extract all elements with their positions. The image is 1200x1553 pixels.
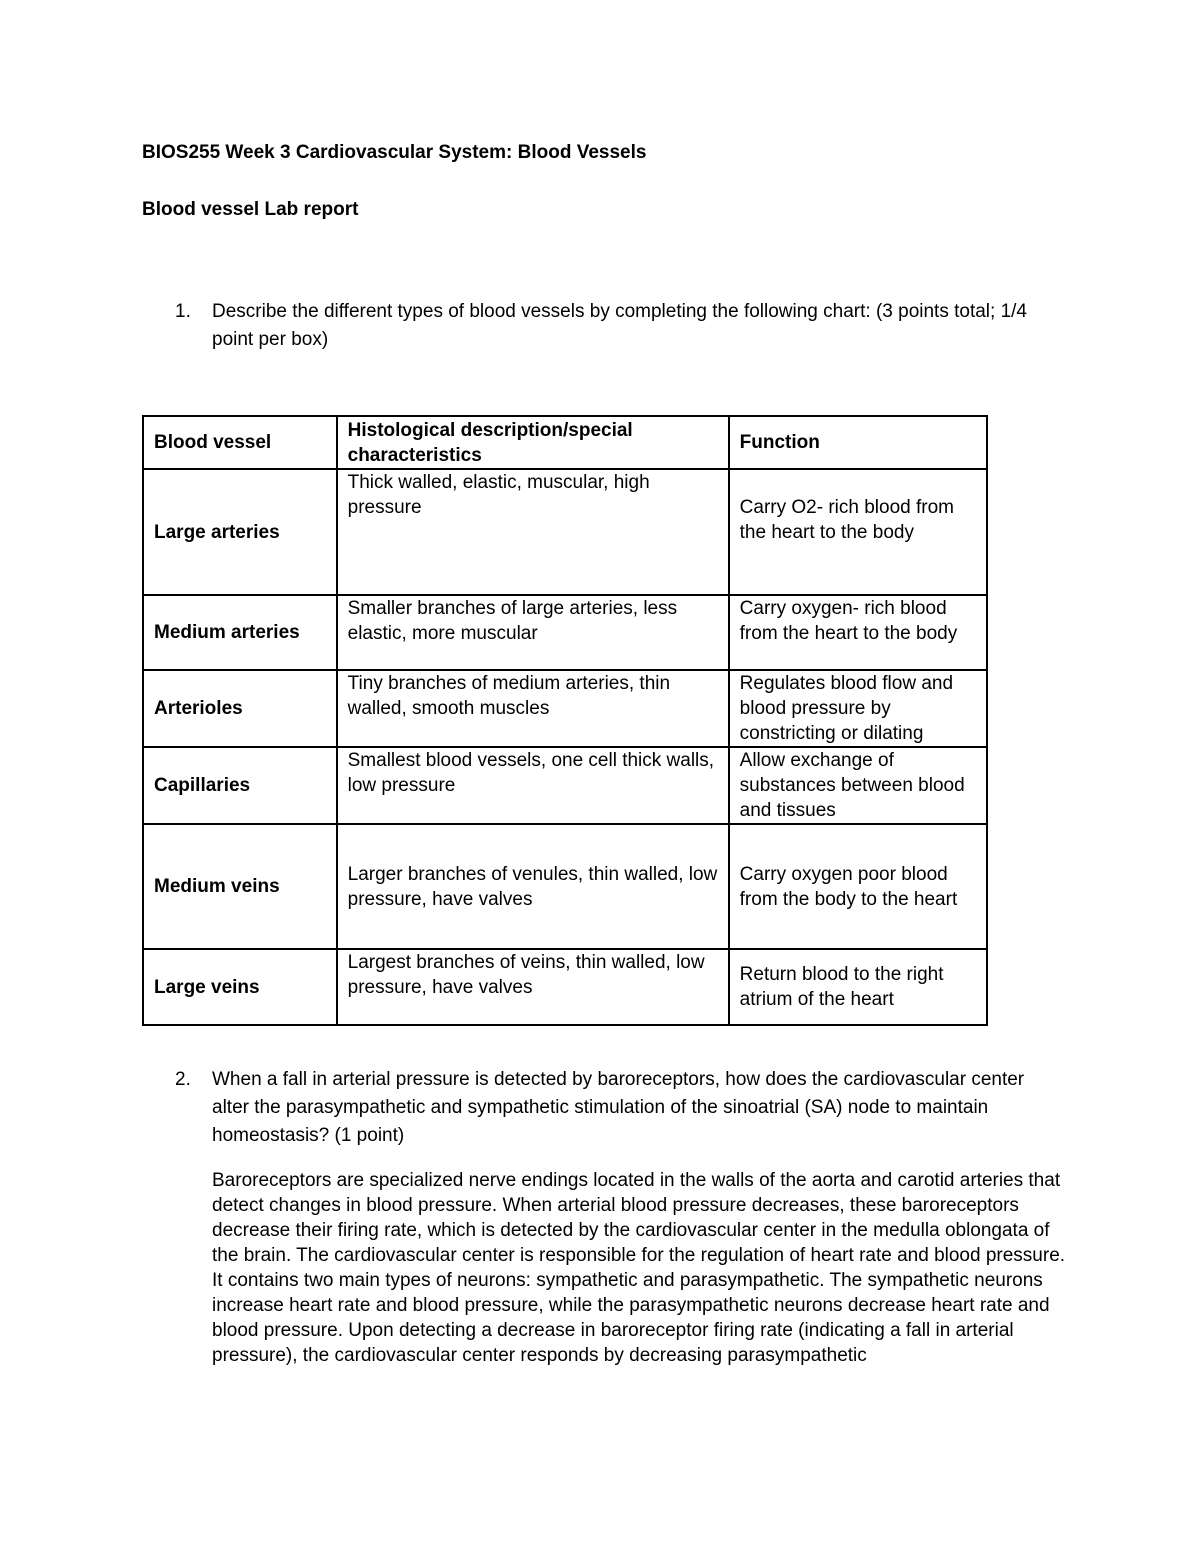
vessel-name: Capillaries [143, 747, 337, 824]
question-1 [175, 298, 1055, 354]
vessel-function [729, 469, 987, 595]
question-2-answer: Baroreceptors are specialized nerve endings located in the walls of the aorta and carotid arteries that detect changes in blood pressure. When arterial blood pressure decreases, these baroreceptors decrease their firing rate, which is detected by the cardiovascular center in the medulla oblongata of the brain. The cardiovascular center is responsible for the regulation of heart rate and blood pressure. It contains two main types of neurons: sympathetic and parasympathetic. The sympathetic neurons increase heart rate and blood pressure, while the parasympathetic neurons decrease heart rate and blood pressure. Upon detecting a decrease in baroreceptor firing rate (indicating a fall in arterial pressure), the cardiovascular center responds by decreasing parasympathetic [212, 1170, 1066, 1366]
vessel-function: Return blood to the right atrium of the heart [729, 949, 987, 1025]
vessel-function: Carry oxygen- rich blood from the heart to the body [729, 595, 987, 670]
table-row [143, 949, 987, 1025]
vessel-name: Medium arteries [143, 595, 337, 670]
table-row [143, 469, 987, 595]
vessel-function: Allow exchange of substances between blood and tissues [729, 747, 987, 824]
vessel-description: Largest branches of veins, thin walled, low pressure, have valves [337, 949, 729, 1025]
header-function: Function [729, 416, 987, 469]
header-blood-vessel: Blood vessel [143, 416, 337, 469]
vessel-name: Large veins [143, 949, 337, 1025]
vessel-function: Regulates blood flow and blood pressure by constricting or dilating [729, 670, 987, 747]
header-histological-description: Histological description/special characteristics [337, 416, 729, 469]
vessel-name: Large arteries [143, 469, 337, 595]
question-2-number: 2. [175, 1069, 191, 1090]
vessel-function: Carry oxygen poor blood from the body to the heart [729, 824, 987, 949]
table-row [143, 595, 987, 670]
table-row [143, 747, 987, 824]
vessel-description: Smallest blood vessels, one cell thick walls, low pressure [337, 747, 729, 824]
table-row [143, 670, 987, 747]
vessel-name: Arterioles [143, 670, 337, 747]
document-title: BIOS255 Week 3 Cardiovascular System: Blood Vessels [142, 142, 647, 163]
table-header-row [143, 416, 987, 469]
question-1-text: Describe the different types of blood vessels by completing the following chart: (3 points total; 1/4 point per box) [212, 301, 1027, 350]
vessel-name: Medium veins [143, 824, 337, 949]
vessel-description: Tiny branches of medium arteries, thin walled, smooth muscles [337, 670, 729, 747]
question-2-text: When a fall in arterial pressure is detected by baroreceptors, how does the cardiovascular center alter the parasympathetic and sympathetic stimulation of the sinoatrial (SA) node to maintain homeostasis? (1 point) [212, 1069, 1025, 1146]
vessel-description: Smaller branches of large arteries, less elastic, more muscular [337, 595, 729, 670]
vessel-function-text: Carry O2- rich blood from the heart to the body [739, 497, 954, 543]
document-subtitle: Blood vessel Lab report [142, 199, 359, 220]
question-2 [175, 1066, 1035, 1150]
question-1-number: 1. [175, 301, 191, 322]
table-row [143, 824, 987, 949]
vessel-description: Larger branches of venules, thin walled, low pressure, have valves [337, 824, 729, 949]
blood-vessel-table [142, 415, 988, 1026]
vessel-description: Thick walled, elastic, muscular, high pressure [337, 469, 729, 595]
